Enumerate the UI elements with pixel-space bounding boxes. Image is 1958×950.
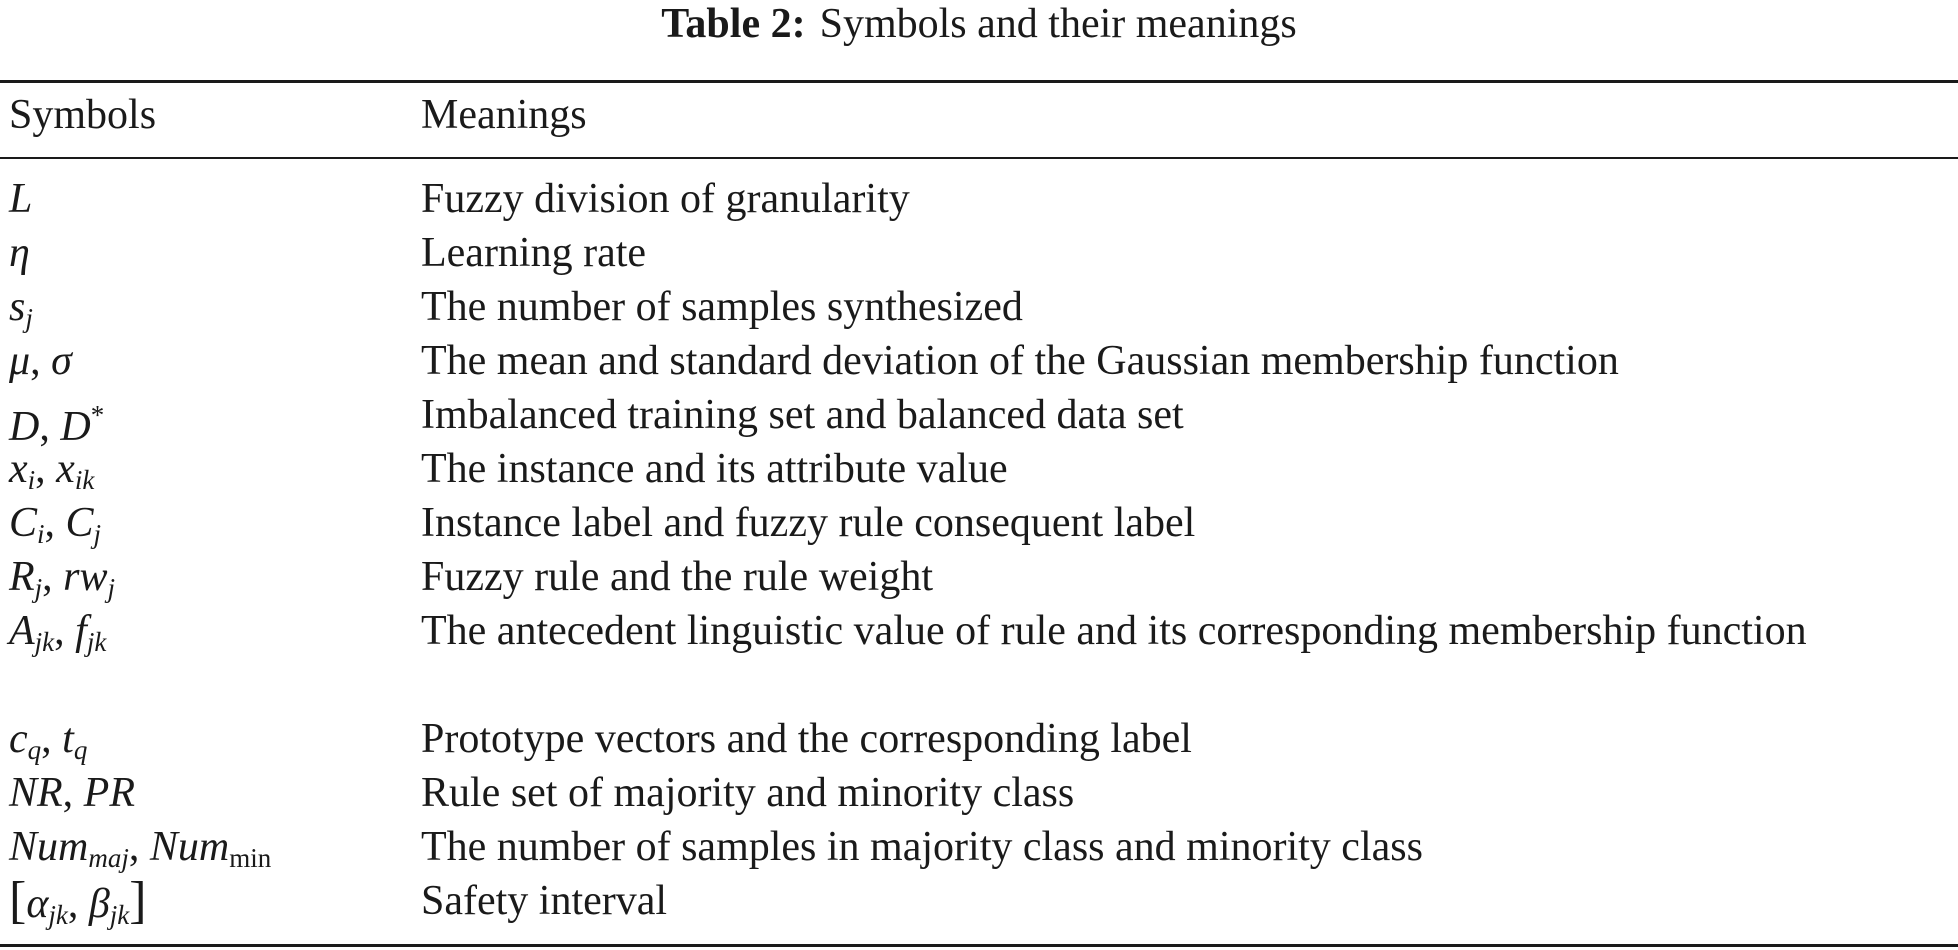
symbol-cell bbox=[9, 172, 32, 226]
symbol-text: sj bbox=[9, 284, 33, 333]
symbol-text: cq, tq bbox=[9, 716, 88, 765]
table-row bbox=[0, 442, 1958, 496]
meaning-cell: Fuzzy division of granularity bbox=[421, 176, 910, 222]
symbol-cell bbox=[9, 766, 135, 820]
table-header-row bbox=[0, 88, 1958, 150]
symbol-cell bbox=[9, 874, 147, 942]
symbol-text: Rj, rwj bbox=[9, 554, 116, 603]
table-row bbox=[0, 550, 1958, 604]
table-row bbox=[0, 874, 1958, 928]
table-row bbox=[0, 496, 1958, 550]
table-row bbox=[0, 820, 1958, 874]
table-top-rule bbox=[0, 80, 1958, 83]
header-symbols: Symbols bbox=[9, 92, 157, 138]
symbol-text: D, D* bbox=[9, 400, 105, 450]
table-row bbox=[0, 388, 1958, 450]
meaning-cell: Prototype vectors and the corresponding label bbox=[421, 716, 1192, 762]
meaning-cell: Rule set of majority and minority class bbox=[421, 770, 1075, 816]
symbol-cell bbox=[9, 226, 30, 280]
symbol-text: μ, σ bbox=[9, 338, 72, 384]
meaning-cell: Learning rate bbox=[421, 230, 647, 276]
symbol-text: Ci, Cj bbox=[9, 500, 102, 549]
header-meanings: Meanings bbox=[421, 92, 587, 138]
meaning-cell: Imbalanced training set and balanced data set bbox=[421, 392, 1184, 438]
table-row bbox=[0, 712, 1958, 766]
table-row bbox=[0, 334, 1958, 388]
meaning-cell: The mean and standard deviation of the Gaussian membership function bbox=[421, 338, 1619, 384]
meaning-cell: The number of samples in majority class and minority class bbox=[421, 824, 1423, 870]
meaning-cell: Fuzzy rule and the rule weight bbox=[421, 554, 933, 600]
symbol-cell bbox=[9, 334, 72, 388]
table-row bbox=[0, 226, 1958, 280]
table-caption bbox=[0, 0, 1958, 54]
table-row bbox=[0, 766, 1958, 820]
meaning-cell: The antecedent linguistic value of rule and its corresponding membership function bbox=[421, 608, 1807, 654]
symbol-text: NR, PR bbox=[9, 770, 135, 816]
symbol-text: [αjk, βjk] bbox=[9, 872, 147, 930]
symbol-cell bbox=[9, 604, 106, 669]
symbol-text: Ajk, fjk bbox=[9, 608, 107, 657]
table-body bbox=[0, 172, 1958, 928]
meaning-cell: Safety interval bbox=[421, 878, 668, 924]
table-row bbox=[0, 172, 1958, 226]
symbol-text: xi, xik bbox=[9, 446, 95, 495]
caption-label: Table 2: bbox=[661, 1, 806, 47]
table-header-rule bbox=[0, 157, 1958, 159]
table-row bbox=[0, 280, 1958, 334]
symbol-text: L bbox=[9, 176, 33, 222]
meaning-cell: The number of samples synthesized bbox=[421, 284, 1023, 330]
meaning-cell: Instance label and fuzzy rule consequent label bbox=[421, 500, 1196, 546]
table-row bbox=[0, 604, 1958, 712]
symbol-text: Nummaj, Nummin bbox=[9, 824, 272, 873]
caption-text: Symbols and their meanings bbox=[819, 1, 1297, 47]
symbol-text: η bbox=[9, 230, 30, 276]
meaning-cell: The instance and its attribute value bbox=[421, 446, 1008, 492]
table-bottom-rule bbox=[0, 944, 1958, 947]
